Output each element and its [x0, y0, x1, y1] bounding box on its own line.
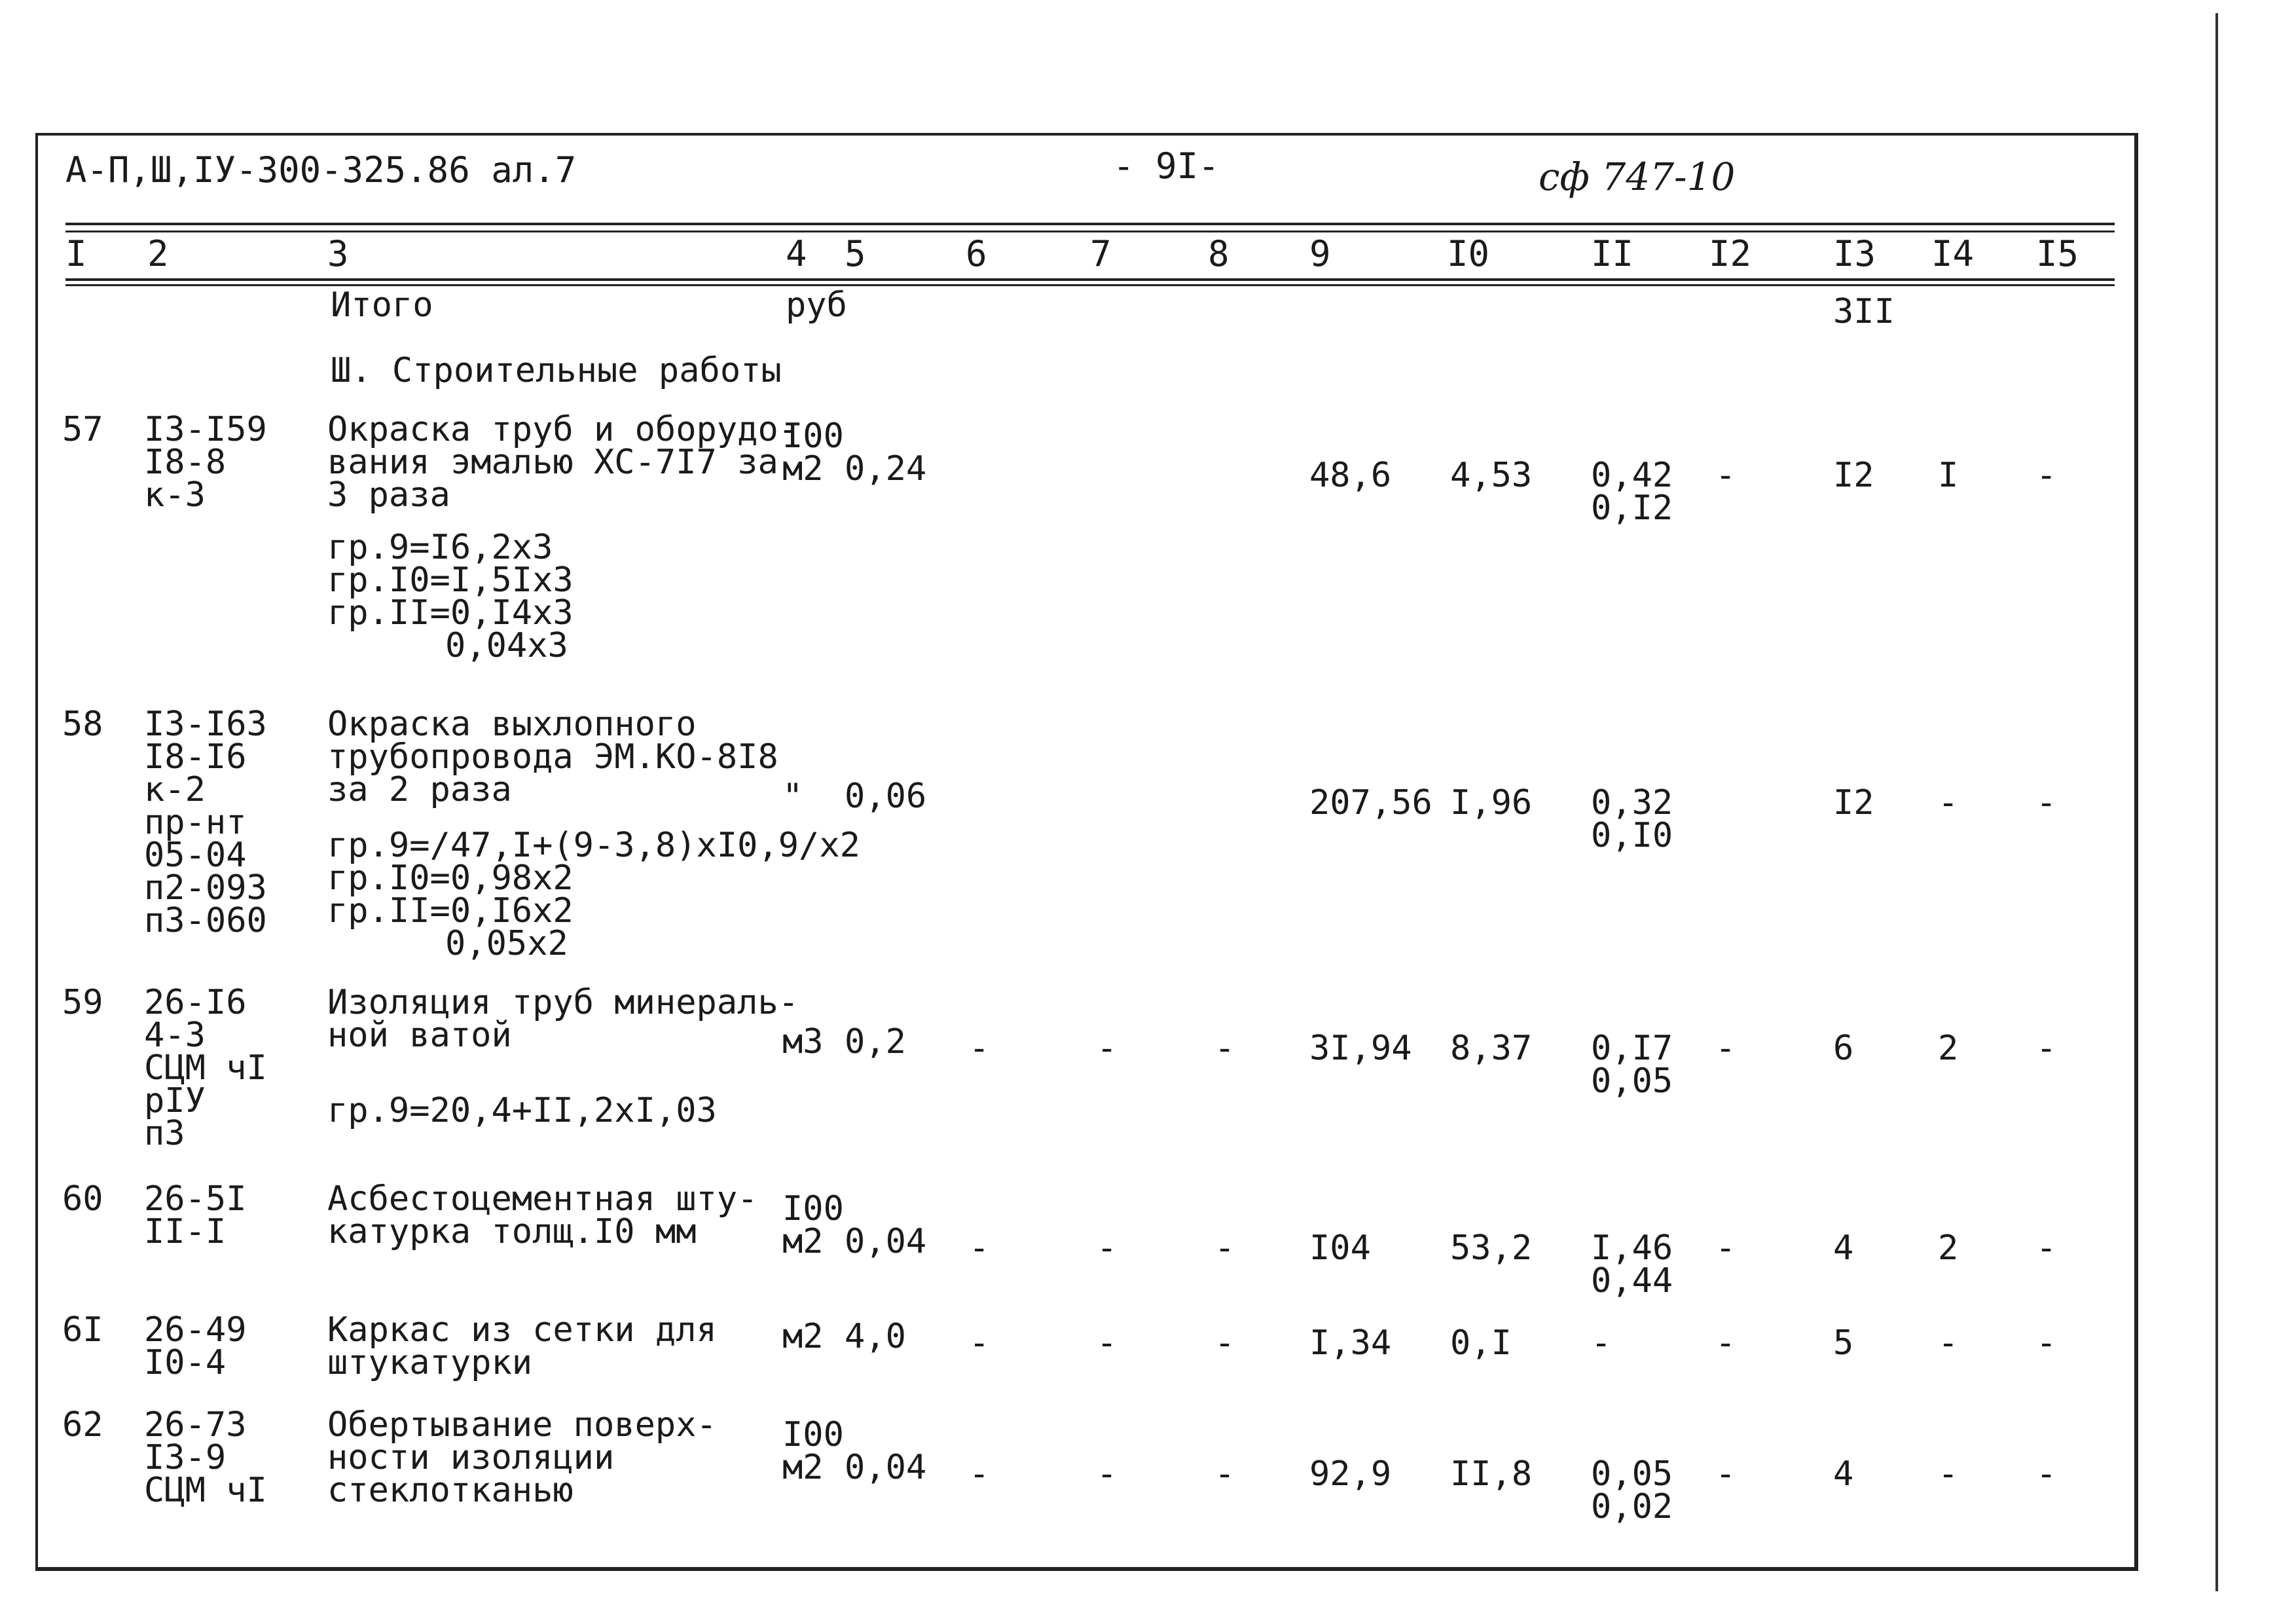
value-c6: -: [969, 1029, 990, 1068]
norm-code: к-3: [144, 475, 206, 515]
norm-code: СЦМ чI: [144, 1048, 267, 1088]
quantity: 0,06: [845, 777, 927, 816]
column-number: I: [65, 233, 87, 274]
value-c8: -: [1214, 1323, 1235, 1363]
unit: I00: [782, 1415, 844, 1454]
quantity: 0,2: [845, 1022, 906, 1061]
value-c13: 4: [1833, 1454, 1854, 1494]
unit: I00: [782, 1189, 844, 1228]
work-description: ной ватой: [327, 1016, 512, 1055]
value-c10: 4,53: [1450, 456, 1533, 495]
value-c12: -: [1715, 1323, 1736, 1363]
quantity: 0,04: [845, 1222, 927, 1261]
value-c11: -: [1591, 1323, 1612, 1363]
value-c9: I04: [1309, 1228, 1371, 1268]
value-c11: 0,42: [1591, 456, 1673, 495]
value-c14: 2: [1938, 1228, 1959, 1268]
unit: м2: [782, 1448, 824, 1487]
page-number: - 9I-: [1113, 145, 1220, 187]
value-c15: -: [2036, 783, 2057, 822]
norm-code: рIУ: [144, 1081, 206, 1120]
column-number: 2: [147, 233, 169, 274]
work-description: за 2 раза: [327, 770, 512, 809]
quantity: 4,0: [845, 1317, 906, 1356]
handwritten-stamp: сф 747-10: [1539, 155, 1736, 199]
norm-code: п3-060: [144, 901, 267, 940]
page-edge-line: [2215, 13, 2218, 1591]
row-number: 58: [62, 705, 103, 744]
work-description: 3 раза: [327, 475, 450, 515]
unit: ": [782, 777, 803, 816]
value-c14: -: [1938, 1323, 1959, 1363]
norm-code: 26-73: [144, 1405, 247, 1445]
calculation-formula: 0,04х3: [445, 626, 568, 665]
value-c10: 8,37: [1450, 1029, 1533, 1068]
calculation-formula: 0,05х2: [445, 924, 568, 963]
document-code: А-П,Ш,IУ-300-325.86 ал.7: [65, 149, 577, 191]
column-number: 7: [1090, 233, 1112, 274]
value-c7: -: [1097, 1228, 1118, 1268]
value-c14: -: [1938, 783, 1959, 822]
value-c11: 0,02: [1591, 1487, 1673, 1526]
value-c6: -: [969, 1323, 990, 1363]
unit: м3: [782, 1022, 824, 1061]
work-description: катурка толщ.I0 мм: [327, 1212, 697, 1251]
header-rule: [65, 231, 2115, 232]
unit: I00: [782, 416, 844, 456]
value-c10: II,8: [1450, 1454, 1533, 1494]
norm-code: I8-I6: [144, 737, 247, 777]
row-number: 62: [62, 1405, 103, 1445]
value-c6: -: [969, 1454, 990, 1494]
value-c6: -: [969, 1228, 990, 1268]
column-number: 4: [786, 233, 807, 274]
value-c9: 92,9: [1309, 1454, 1392, 1494]
value-c9: I,34: [1309, 1323, 1392, 1363]
calculation-formula: гр.II=0,I6х2: [327, 891, 574, 931]
value-c12: -: [1715, 1029, 1736, 1068]
row-number: 59: [62, 983, 103, 1022]
calculation-formula: гр.9=I6,2х3: [327, 528, 553, 567]
norm-code: I8-8: [144, 443, 227, 482]
work-description: Каркас из сетки для: [327, 1310, 717, 1350]
column-number: I0: [1447, 233, 1490, 274]
value-c14: -: [1938, 1454, 1959, 1494]
value-c15: -: [2036, 1454, 2057, 1494]
section-title: Ш. Строительные работы: [331, 351, 782, 390]
norm-code: к-2: [144, 770, 206, 809]
value-c9: 3I,94: [1309, 1029, 1412, 1068]
column-number: I3: [1833, 233, 1876, 274]
value-c10: 53,2: [1450, 1228, 1533, 1268]
unit: м2: [782, 1317, 824, 1356]
calculation-formula: гр.I0=0,98х2: [327, 858, 574, 898]
value-c11: 0,I0: [1591, 816, 1673, 855]
column-number: 3: [327, 233, 349, 274]
column-number: I2: [1709, 233, 1752, 274]
norm-code: 26-I6: [144, 983, 247, 1022]
calculation-formula: гр.II=0,I4х3: [327, 593, 574, 633]
value-c13: I2: [1833, 783, 1874, 822]
value-c15: -: [2036, 1029, 2057, 1068]
value-c7: -: [1097, 1323, 1118, 1363]
value-c7: -: [1097, 1454, 1118, 1494]
header-rule: [65, 223, 2115, 225]
value-c8: -: [1214, 1454, 1235, 1494]
calculation-formula: гр.I0=I,5Iх3: [327, 561, 574, 600]
work-description: вания эмалью ХС-7I7 за: [327, 443, 778, 482]
value-c11: 0,05: [1591, 1061, 1673, 1101]
work-description: трубопровода ЭМ.КО-8I8: [327, 737, 778, 777]
value-c12: -: [1715, 456, 1736, 495]
work-description: штукатурки: [327, 1343, 533, 1382]
value-c11: 0,44: [1591, 1261, 1673, 1301]
value-c11: 0,32: [1591, 783, 1673, 822]
value-c12: -: [1715, 1454, 1736, 1494]
work-description: Обертывание поверх-: [327, 1405, 717, 1445]
norm-code: 26-5I: [144, 1179, 247, 1219]
norm-code: пр-нт: [144, 803, 247, 842]
norm-code: п3: [144, 1114, 185, 1153]
calculation-formula: гр.9=/47,I+(9-3,8)хI0,9/х2: [327, 826, 860, 865]
value-c8: -: [1214, 1228, 1235, 1268]
quantity: 0,24: [845, 449, 927, 489]
value-c11: 0,05: [1591, 1454, 1673, 1494]
quantity: 0,04: [845, 1448, 927, 1487]
value-c9: 48,6: [1309, 456, 1392, 495]
value-c11: 0,I7: [1591, 1029, 1673, 1068]
norm-code: 26-49: [144, 1310, 247, 1350]
value-c15: -: [2036, 1228, 2057, 1268]
work-description: Окраска выхлопного: [327, 705, 697, 744]
value-c13: 4: [1833, 1228, 1854, 1268]
itogo-value-13: 3II: [1833, 292, 1895, 331]
column-number: 8: [1208, 233, 1230, 274]
column-number: I5: [2036, 233, 2079, 274]
norm-code: I3-I59: [144, 410, 267, 449]
norm-code: 4-3: [144, 1016, 206, 1055]
value-c13: 6: [1833, 1029, 1854, 1068]
norm-code: СЦМ чI: [144, 1471, 267, 1510]
value-c12: -: [1715, 1228, 1736, 1268]
value-c9: 207,56: [1309, 783, 1432, 822]
norm-code: п2-093: [144, 868, 267, 908]
work-description: Асбестоцементная шту-: [327, 1179, 758, 1219]
value-c15: -: [2036, 1323, 2057, 1363]
norm-code: I3-I63: [144, 705, 267, 744]
value-c10: I,96: [1450, 783, 1533, 822]
itogo-unit: руб: [786, 286, 847, 325]
calculation-formula: гр.9=20,4+II,2хI,03: [327, 1091, 717, 1130]
unit: м2: [782, 449, 824, 489]
row-number: 6I: [62, 1310, 103, 1350]
value-c11: I,46: [1591, 1228, 1673, 1268]
header-rule: [65, 278, 2115, 281]
column-number: 6: [966, 233, 987, 274]
value-c14: I: [1938, 456, 1959, 495]
work-description: ности изоляции: [327, 1438, 615, 1477]
work-description: Изоляция труб минераль-: [327, 983, 799, 1022]
value-c11: 0,I2: [1591, 489, 1673, 528]
value-c13: 5: [1833, 1323, 1854, 1363]
work-description: стеклотканью: [327, 1471, 574, 1510]
norm-code: I0-4: [144, 1343, 227, 1382]
norm-code: I3-9: [144, 1438, 227, 1477]
norm-code: 05-04: [144, 836, 247, 875]
work-description: Окраска труб и оборудо-: [327, 410, 799, 449]
norm-code: II-I: [144, 1212, 227, 1251]
column-number: 5: [845, 233, 866, 274]
value-c15: -: [2036, 456, 2057, 495]
column-number: 9: [1309, 233, 1331, 274]
value-c8: -: [1214, 1029, 1235, 1068]
row-number: 57: [62, 410, 103, 449]
value-c7: -: [1097, 1029, 1118, 1068]
unit: м2: [782, 1222, 824, 1261]
column-number: I4: [1931, 233, 1975, 274]
value-c13: I2: [1833, 456, 1874, 495]
value-c10: 0,I: [1450, 1323, 1512, 1363]
itogo-label: Итого: [331, 286, 433, 325]
value-c14: 2: [1938, 1029, 1959, 1068]
row-number: 60: [62, 1179, 103, 1219]
column-number: II: [1591, 233, 1634, 274]
